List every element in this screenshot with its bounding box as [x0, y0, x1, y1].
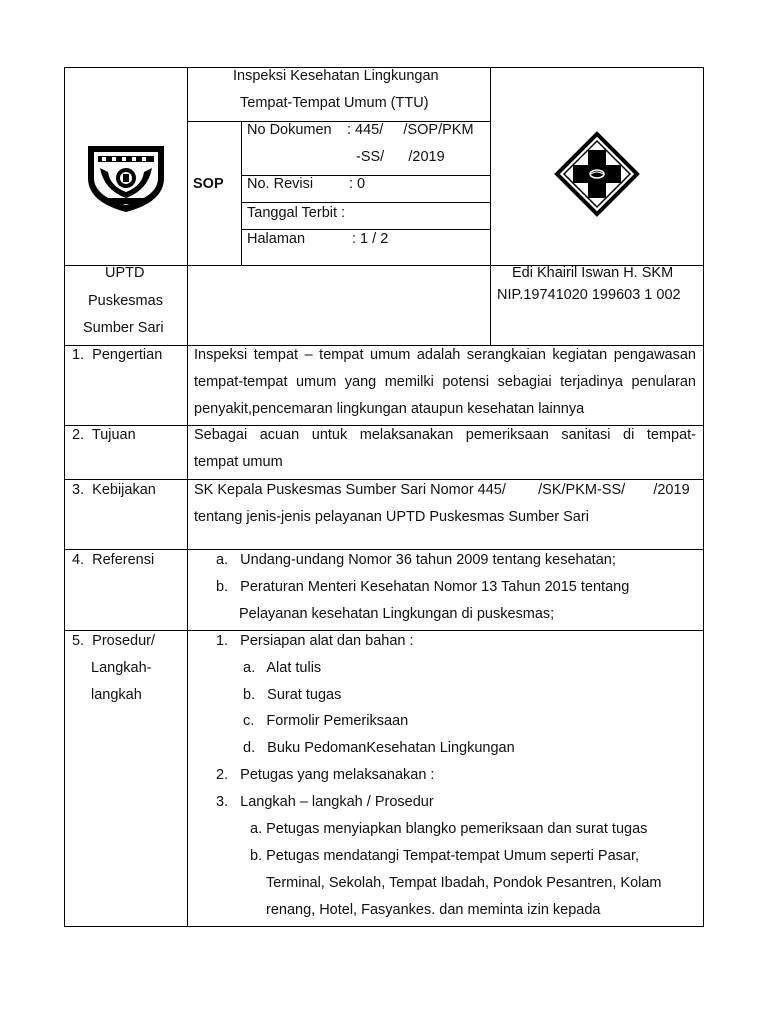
no-dokumen-value-line-2: -SS/ /2019: [356, 149, 445, 165]
no-dokumen-label: No Dokumen: [247, 122, 332, 138]
halaman-value: : 1 / 2: [352, 231, 389, 247]
sop-label: SOP: [193, 176, 224, 192]
prosedur-step-3b-line-1: b. Petugas mendatangi Tempat-tempat Umum seperti Pasar,: [250, 848, 640, 864]
tujuan-label: 2. Tujuan: [72, 427, 136, 443]
signatory-nip: NIP.19741020 199603 1 002: [497, 287, 681, 303]
document-title-line-2: Tempat-Tempat Umum (TTU): [240, 95, 429, 111]
prosedur-step-3b-line-2: Terminal, Sekolah, Tempat Ibadah, Pondok Pesantren, Kolam: [266, 875, 662, 891]
tujuan-text-line-2: tempat umum: [194, 454, 283, 470]
halaman-label: Halaman: [247, 231, 306, 247]
prosedur-step-3a: a. Petugas menyiapkan blangko pemeriksaan dan surat tugas: [250, 821, 648, 837]
no-dokumen-value-line-1: : 445/ /SOP/PKM: [347, 122, 474, 138]
referensi-item-b-line-1: b. Peraturan Menteri Kesehatan Nomor 13 Tahun 2015 tentang: [216, 579, 630, 595]
row-line-kebijakan: [64, 549, 704, 550]
referensi-item-a: a. Undang-undang Nomor 36 tahun 2009 tentang kesehatan;: [216, 552, 616, 568]
pengertian-text-line-1: Inspeksi tempat – tempat umum adalah serangkaian kegiatan pengawasan: [194, 347, 696, 363]
col-divider-sop: [241, 121, 242, 266]
prosedur-step-1: 1. Persiapan alat dan bahan :: [216, 633, 414, 649]
institution-line-2: Puskesmas: [88, 293, 163, 309]
prosedur-label-line-3: langkah: [91, 687, 142, 703]
tanggal-terbit-label: Tanggal Terbit :: [247, 205, 346, 221]
signatory-name: Edi Khairil Iswan H. SKM: [512, 265, 674, 281]
prosedur-step-1a: a. Alat tulis: [243, 660, 322, 676]
prosedur-label-line-1: 5. Prosedur/: [72, 633, 156, 649]
tujuan-text-line-1: Sebagai acuan untuk melaksanakan pemeriksaan sanitasi di tempat-: [194, 427, 696, 443]
prosedur-step-2: 2. Petugas yang melaksanakan :: [216, 767, 435, 783]
prosedur-step-1d: d. Buku PedomanKesehatan Lingkungan: [243, 740, 515, 756]
referensi-item-b-line-2: Pelayanan kesehatan Lingkungan di puskesmas;: [239, 606, 555, 622]
row-line-tujuan: [64, 479, 704, 480]
no-revisi-label: No. Revisi: [247, 176, 314, 192]
table-border-left: [64, 67, 65, 927]
institution-line-3: Sumber Sari: [83, 320, 164, 336]
prosedur-step-1c: c. Formolir Pemeriksaan: [243, 713, 409, 729]
prosedur-step-3b-line-3: renang, Hotel, Fasyankes. dan meminta izin kepada: [266, 902, 601, 918]
kebijakan-text-line-1: SK Kepala Puskesmas Sumber Sari Nomor 445/ /SK/PKM-SS/ /2019: [194, 482, 690, 498]
table-border-right: [703, 67, 704, 927]
prosedur-step-1b: b. Surat tugas: [243, 687, 342, 703]
col-divider-right: [490, 67, 491, 346]
no-revisi-value: : 0: [349, 176, 366, 192]
regency-emblem-icon: [84, 138, 168, 214]
prosedur-label-line-2: Langkah-: [91, 660, 152, 676]
health-cross-logo-icon: [553, 130, 641, 218]
row-line-referensi: [64, 630, 704, 631]
table-border-bottom: [64, 926, 704, 927]
kebijakan-label: 3. Kebijakan: [72, 482, 156, 498]
kebijakan-text-line-2: tentang jenis-jenis pelayanan UPTD Puskesmas Sumber Sari: [194, 509, 589, 525]
col-divider-left: [187, 67, 188, 927]
institution-line-1: UPTD: [105, 265, 145, 281]
document-title-line-1: Inspeksi Kesehatan Lingkungan: [233, 68, 439, 84]
referensi-label: 4. Referensi: [72, 552, 155, 568]
pengertian-text-line-2: tempat-tempat umum yang memilki potensi sebagiai terjadinya penularan: [194, 374, 696, 390]
prosedur-step-3: 3. Langkah – langkah / Prosedur: [216, 794, 434, 810]
pengertian-text-line-3: penyakit,pencemaran lingkungan ataupun kesehatan lainnya: [194, 401, 585, 417]
pengertian-label: 1. Pengertian: [72, 347, 163, 363]
header-divider-revisi: [241, 202, 491, 203]
